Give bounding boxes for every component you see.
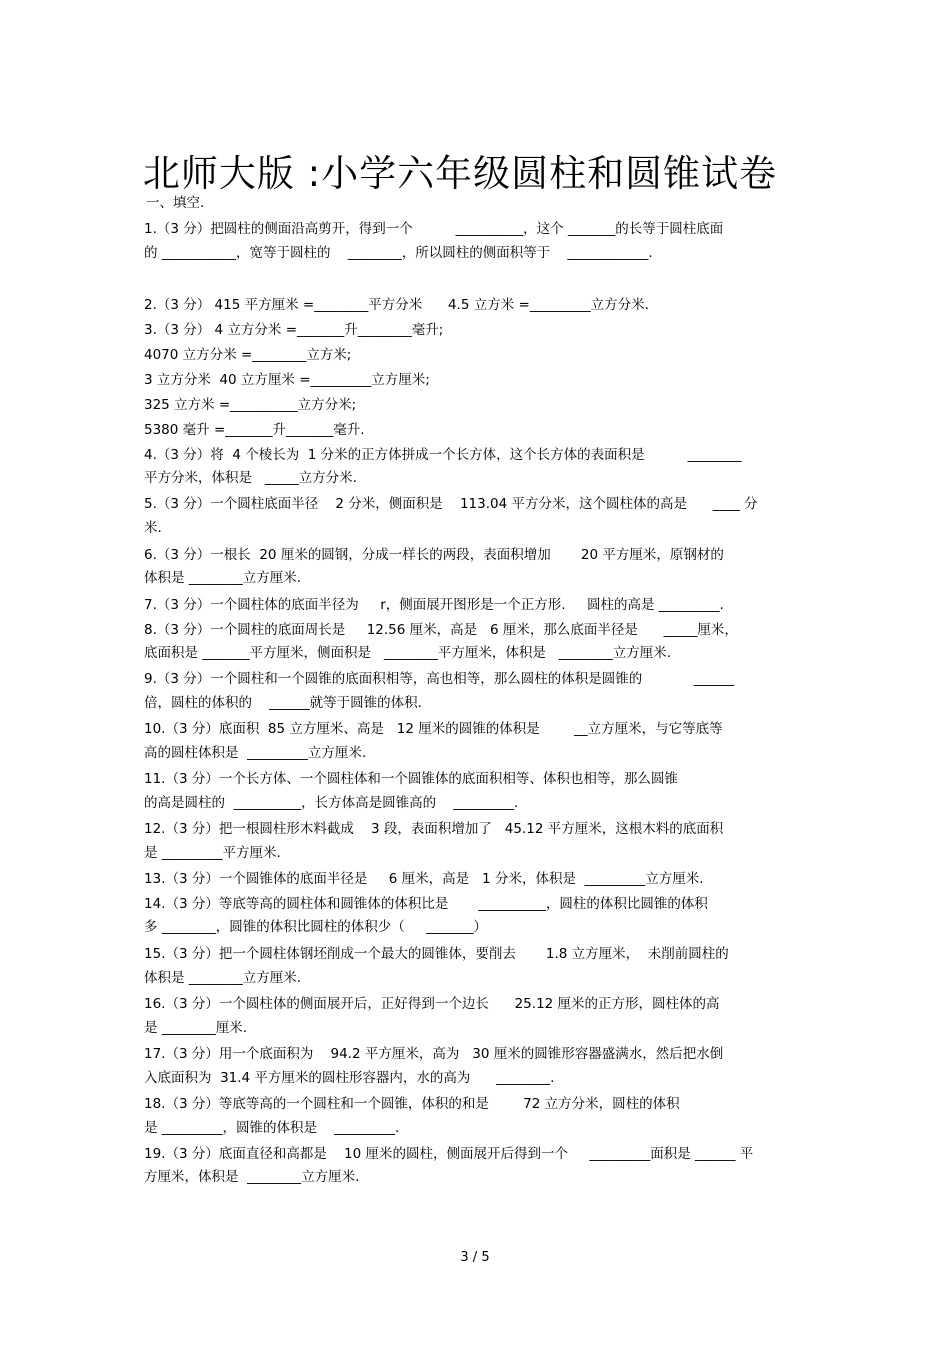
- question-line: 的高是圆柱的 __________，长方体高是圆锥高的 _________.: [144, 795, 519, 811]
- question-line: 是 _________平方厘米.: [144, 845, 281, 861]
- question-line: 平方分米，体积是 _____立方分米.: [144, 470, 357, 486]
- question-line: 11.（3 分）一个长方体、一个圆柱体和一个圆锥体的底面积相等、体积也相等，那么圆锥: [144, 771, 678, 787]
- question-line: 10.（3 分）底面积 85 立方厘米、高是 12 厘米的圆锥的体积是 __立方厘米，与它等底等: [144, 721, 723, 737]
- question-line: 体积是 ________立方厘米.: [144, 970, 302, 986]
- question-line: 8.（3 分）一个圆柱的底面周长是 12.56 厘米，高是 6 厘米，那么底面半径是 _____厘米，: [144, 622, 738, 638]
- page-title: 北师大版 :小学六年级圆柱和圆锥试卷: [142, 152, 778, 195]
- question-line: 是 _________，圆锥的体积是 _________.: [144, 1120, 400, 1136]
- question-line: 14.（3 分）等底等高的圆柱体和圆锥体的体积比是 __________，圆柱的体积比圆锥的体积: [144, 896, 708, 912]
- question-line: 18.（3 分）等底等高的一个圆柱和一个圆锥，体积的和是 72 立方分米，圆柱的体积: [144, 1096, 680, 1112]
- question-line: 2.（3 分） 415 平方厘米 =________平方分米 4.5 立方米 =_________立方分米.: [144, 297, 649, 313]
- question-line: 是 ________厘米.: [144, 1020, 248, 1036]
- question-line: 3 立方分米 40 立方厘米 =_________立方厘米;: [144, 372, 430, 388]
- question-line: 体积是 ________立方厘米.: [144, 570, 302, 586]
- question-line: 4070 立方分米 =________立方米;: [144, 347, 352, 363]
- question-line: 米.: [144, 520, 162, 536]
- question-line: 4.（3 分）将 4 个棱长为 1 分米的正方体拼成一个长方体，这个长方体的表面积是 ________: [144, 447, 742, 463]
- question-line: 7.（3 分）一个圆柱体的底面半径为 r，侧面展开图形是一个正方形. 圆柱的高是 _________.: [144, 597, 724, 613]
- page-number: 3 / 5: [460, 1250, 490, 1265]
- question-line: 12.（3 分）把一根圆柱形木料截成 3 段，表面积增加了 45.12 平方厘米，这根木料的底面积: [144, 821, 724, 837]
- question-line: 5.（3 分）一个圆柱底面半径 2 分米，侧面积是 113.04 平方分米，这个圆柱体的高是 ____ 分: [144, 496, 758, 512]
- question-line: 方厘米，体积是 ________立方厘米.: [144, 1169, 360, 1185]
- question-line: 9.（3 分）一个圆柱和一个圆锥的底面积相等，高也相等，那么圆柱的体积是圆锥的 ______: [144, 671, 735, 687]
- question-line: 3.（3 分） 4 立方分米 =_______升________毫升;: [144, 322, 444, 338]
- question-line: 19.（3 分）底面直径和高都是 10 厘米的圆柱，侧面展开后得到一个 _________面积是 ______ 平: [144, 1146, 754, 1162]
- question-line: 325 立方米 =__________立方分米;: [144, 397, 357, 413]
- section-heading: 一、填空.: [146, 195, 205, 211]
- question-line: 16.（3 分）一个圆柱体的侧面展开后，正好得到一个边长 25.12 厘米的正方形，圆柱体的高: [144, 996, 720, 1012]
- question-line: 入底面积为 31.4 平方厘米的圆柱形容器内，水的高为 ________.: [144, 1070, 555, 1086]
- question-line: 倍，圆柱的体积的 ______就等于圆锥的体积.: [144, 695, 422, 711]
- question-line: 17.（3 分）用一个底面积为 94.2 平方厘米，高为 30 厘米的圆锥形容器盛满水，然后把水倒: [144, 1046, 724, 1062]
- question-line: 13.（3 分）一个圆锥体的底面半径是 6 厘米，高是 1 分米，体积是 _________立方厘米.: [144, 871, 704, 887]
- question-line: 6.（3 分）一根长 20 厘米的圆钢，分成一样长的两段，表面积增加 20 平方厘米，原钢材的: [144, 547, 724, 563]
- question-line: 底面积是 _______平方厘米，侧面积是 ________平方厘米，体积是 ________立方厘米.: [144, 645, 672, 661]
- question-line: 1.（3 分）把圆柱的侧面沿高剪开，得到一个 __________，这个 _______的长等于圆柱底面: [144, 221, 724, 237]
- question-line: 高的圆柱体积是 _________立方厘米.: [144, 745, 367, 761]
- question-line: 多 ________，圆锥的体积比圆柱的体积少（ _______）: [144, 919, 487, 935]
- question-line: 的 ___________，宽等于圆柱的 ________，所以圆柱的侧面积等于 ____________.: [144, 245, 653, 261]
- question-line: 5380 毫升 =_______升_______毫升.: [144, 422, 365, 438]
- question-line: 15.（3 分）把一个圆柱体钢坯削成一个最大的圆锥体，要削去 1.8 立方厘米， 未削前圆柱的: [144, 946, 729, 962]
